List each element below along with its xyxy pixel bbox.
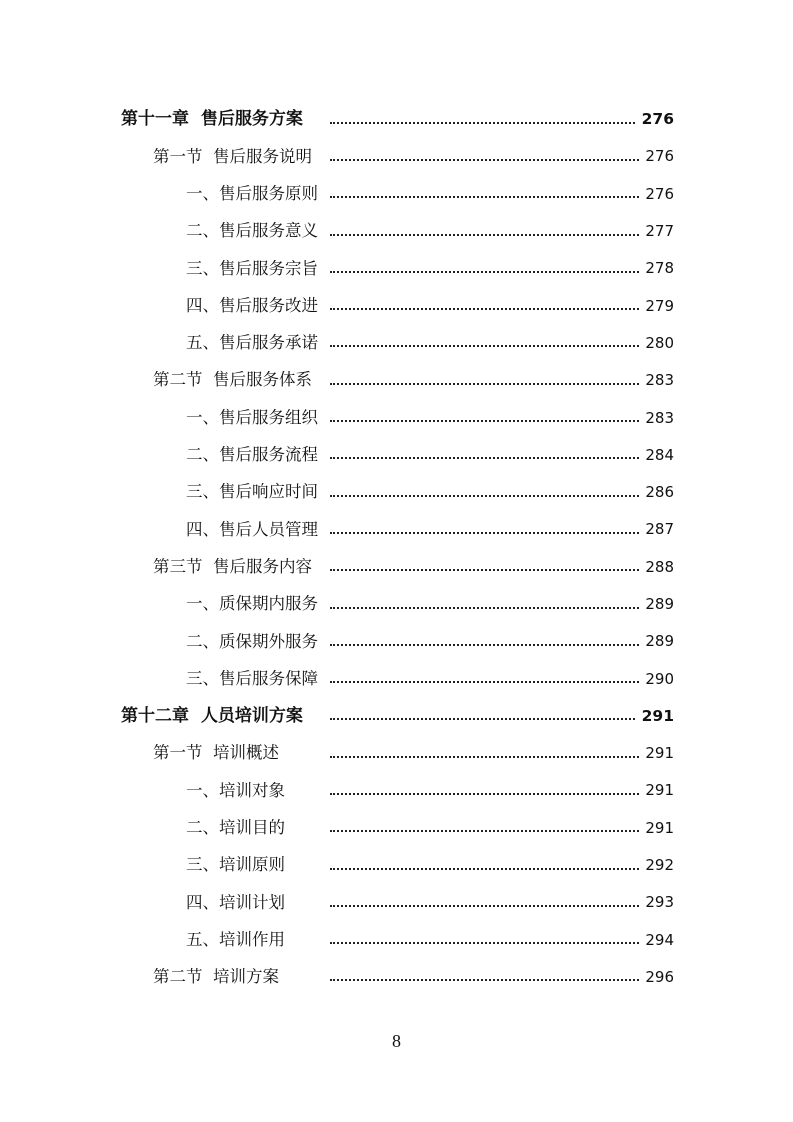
- toc-entry[interactable]: [0, 399, 793, 436]
- toc-entry-label: 一、质保期内服务: [186, 596, 322, 613]
- toc-entry-label: 第二节 售后服务体系: [153, 372, 316, 389]
- toc-entry-label: 五、售后服务承诺: [186, 335, 322, 352]
- dot-leader: [330, 793, 643, 795]
- toc-entry-label: 五、培训作用: [186, 932, 289, 949]
- toc-entry-page: 289: [639, 597, 674, 612]
- toc-entry-page: 290: [639, 672, 674, 687]
- toc-entry-label: 第二节 培训方案: [153, 969, 283, 986]
- toc-entry-label: 四、售后人员管理: [186, 522, 322, 539]
- dot-leader: [330, 905, 643, 907]
- toc-entry-page: 276: [639, 187, 674, 202]
- toc-entry-page: 276: [636, 112, 674, 128]
- toc-entry[interactable]: [0, 511, 793, 548]
- toc-entry[interactable]: [0, 586, 793, 623]
- toc-entry[interactable]: [0, 437, 793, 474]
- dot-leader: [330, 271, 643, 273]
- toc-entry-label: 第十一章 售后服务方案: [121, 111, 307, 128]
- toc-entry-label: 二、质保期外服务: [186, 634, 322, 651]
- toc-entry-label: 第三节 售后服务内容: [153, 559, 316, 576]
- dot-leader: [330, 122, 643, 124]
- toc-entry-label: 四、培训计划: [186, 895, 289, 912]
- toc-entry-label: 一、售后服务原则: [186, 186, 322, 203]
- dot-leader: [330, 942, 643, 944]
- toc-entry[interactable]: [0, 287, 793, 324]
- toc-entry-label: 三、售后服务宗旨: [186, 261, 322, 278]
- toc-entry-page: 288: [639, 560, 674, 575]
- toc-entry[interactable]: [0, 959, 793, 996]
- dot-leader: [330, 457, 643, 459]
- dot-leader: [330, 308, 643, 310]
- toc-entry-label: 一、售后服务组织: [186, 410, 322, 427]
- toc-entry[interactable]: [0, 772, 793, 809]
- toc-entry-page: 278: [639, 261, 674, 276]
- dot-leader: [330, 607, 643, 609]
- toc-entry-label: 四、售后服务改进: [186, 298, 322, 315]
- dot-leader: [330, 830, 643, 832]
- toc-entry-label: 二、培训目的: [186, 820, 289, 837]
- toc-entry[interactable]: [0, 735, 793, 772]
- toc-entry[interactable]: [0, 810, 793, 847]
- toc-entry-page: 293: [639, 895, 674, 910]
- toc-entry[interactable]: [0, 101, 793, 138]
- toc-entry[interactable]: [0, 250, 793, 287]
- toc-entry-page: 291: [639, 746, 674, 761]
- toc-entry-page: 284: [639, 448, 674, 463]
- toc-entry[interactable]: [0, 325, 793, 362]
- dot-leader: [330, 644, 643, 646]
- toc-entry-label: 三、培训原则: [186, 857, 289, 874]
- toc-entry-page: 291: [636, 709, 674, 725]
- toc-entry[interactable]: [0, 362, 793, 399]
- dot-leader: [330, 681, 643, 683]
- toc-entry-page: 292: [639, 858, 674, 873]
- toc-entry-label: 二、售后服务流程: [186, 447, 322, 464]
- toc-entry-label: 二、售后服务意义: [186, 223, 322, 240]
- toc-entry-label: 第一节 培训概述: [153, 745, 283, 762]
- toc-entry[interactable]: [0, 176, 793, 213]
- toc-entry-page: 276: [639, 149, 674, 164]
- toc-entry-page: 286: [639, 485, 674, 500]
- toc-entry[interactable]: [0, 922, 793, 959]
- toc-entry[interactable]: [0, 474, 793, 511]
- dot-leader: [330, 569, 643, 571]
- toc-entry-page: 279: [639, 299, 674, 314]
- toc-entry-label: 三、售后服务保障: [186, 671, 322, 688]
- dot-leader: [330, 196, 643, 198]
- dot-leader: [330, 159, 643, 161]
- toc-entry-page: 283: [639, 373, 674, 388]
- toc-entry-page: 291: [639, 821, 674, 836]
- dot-leader: [330, 756, 643, 758]
- dot-leader: [330, 718, 643, 720]
- page-number: 8: [392, 1031, 401, 1051]
- toc-entry-label: 一、培训对象: [186, 783, 289, 800]
- toc-entry-page: 294: [639, 933, 674, 948]
- toc-entry[interactable]: [0, 138, 793, 175]
- toc-entry-page: 283: [639, 411, 674, 426]
- toc-entry-page: 277: [639, 224, 674, 239]
- toc-entry[interactable]: [0, 884, 793, 921]
- toc-entry[interactable]: [0, 623, 793, 660]
- toc-entry[interactable]: [0, 213, 793, 250]
- toc-entry-label: 第一节 售后服务说明: [153, 149, 316, 166]
- dot-leader: [330, 532, 643, 534]
- dot-leader: [330, 420, 643, 422]
- toc-entry-page: 280: [639, 336, 674, 351]
- toc-entry[interactable]: [0, 549, 793, 586]
- table-of-contents: [0, 101, 793, 996]
- dot-leader: [330, 234, 643, 236]
- toc-entry[interactable]: [0, 660, 793, 697]
- dot-leader: [330, 345, 643, 347]
- toc-entry-page: 289: [639, 634, 674, 649]
- toc-entry-label: 第十二章 人员培训方案: [121, 708, 307, 725]
- toc-entry[interactable]: [0, 698, 793, 735]
- dot-leader: [330, 979, 643, 981]
- toc-entry-page: 287: [639, 522, 674, 537]
- dot-leader: [330, 495, 643, 497]
- dot-leader: [330, 383, 643, 385]
- dot-leader: [330, 868, 643, 870]
- toc-entry-label: 三、售后响应时间: [186, 484, 322, 501]
- toc-entry[interactable]: [0, 847, 793, 884]
- toc-entry-page: 296: [639, 970, 674, 985]
- toc-entry-page: 291: [639, 783, 674, 798]
